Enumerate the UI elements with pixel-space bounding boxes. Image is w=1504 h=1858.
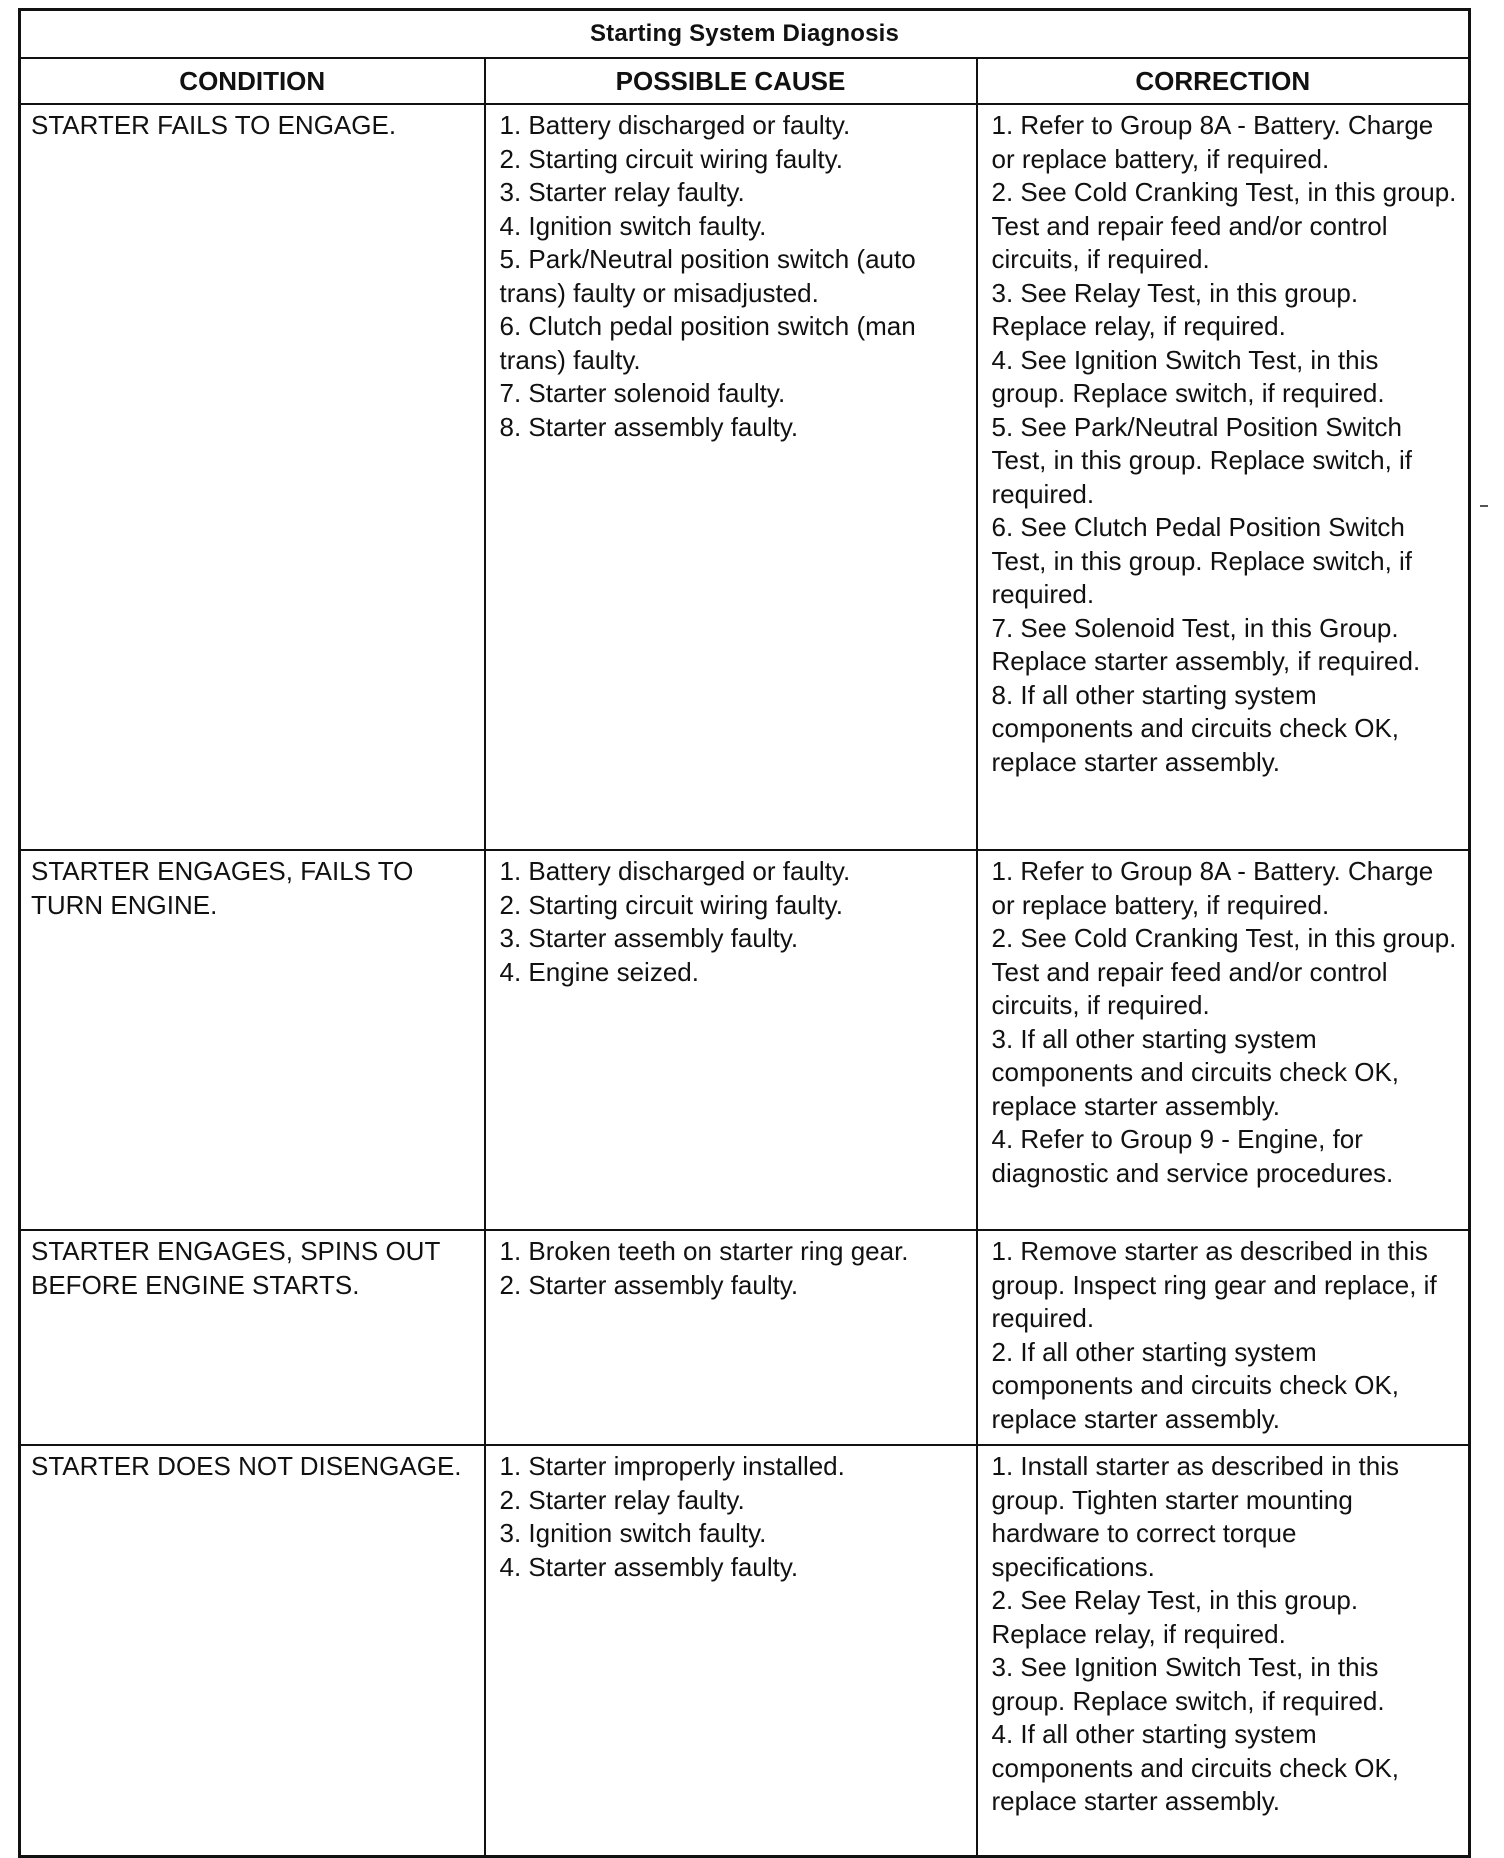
correction-item: 8. If all other starting system components and circuits check OK, replace starter assembly.: [991, 679, 1400, 777]
cause-item: 6. Clutch pedal position switch (man trans) faulty.: [499, 311, 916, 375]
correction-item: 3. See Relay Test, in this group. Replace relay, if required.: [991, 277, 1359, 341]
correction-item: 1. Remove starter as described in this group. Inspect ring gear and replace, if required.: [991, 1236, 1437, 1333]
cause-item: 4. Engine seized.: [499, 956, 699, 987]
cause-item: 2. Starter assembly faulty.: [499, 1269, 799, 1300]
header-row: [20, 58, 1470, 104]
starting-system-diagnosis-table: [18, 8, 1471, 1858]
correction-cell: [977, 1445, 1470, 1857]
document-page: [18, 8, 1468, 1846]
table-title: Starting System Diagnosis: [20, 10, 1470, 59]
table-row: [20, 850, 1470, 1230]
correction-item: 7. See Solenoid Test, in this Group. Replace starter assembly, if required.: [991, 612, 1421, 676]
cause-item: 4. Starter assembly faulty.: [499, 1551, 799, 1582]
correction-item: 2. See Cold Cranking Test, in this group. Test and repair feed and/or control circuits, if required.: [991, 177, 1457, 274]
correction-item: 3. If all other starting system components and circuits check OK, replace starter assembly.: [991, 1023, 1400, 1121]
possible-cause-cell: [485, 850, 977, 1230]
condition-cell: STARTER DOES NOT DISENGAGE.: [20, 1445, 485, 1857]
correction-item: 1. Install starter as described in this group. Tighten starter mounting hardware to correct torque specifications.: [991, 1451, 1400, 1582]
cause-item: 7. Starter solenoid faulty.: [499, 378, 786, 408]
correction-item: 6. See Clutch Pedal Position Switch Test, in this group. Replace switch, if required.: [991, 512, 1413, 609]
cause-item: 5. Park/Neutral position switch (auto trans) faulty or misadjusted.: [499, 244, 916, 308]
cause-item: 2. Starting circuit wiring faulty.: [499, 143, 843, 174]
cause-item: 8. Starter assembly faulty.: [499, 411, 799, 442]
correction-item: 4. If all other starting system components and circuits check OK, replace starter assembly.: [991, 1719, 1400, 1816]
cause-item: 2. Starter relay faulty.: [499, 1484, 745, 1515]
possible-cause-header: POSSIBLE CAUSE: [485, 58, 977, 104]
cause-item: 1. Broken teeth on starter ring gear.: [499, 1236, 909, 1266]
possible-cause-cell: [485, 1230, 977, 1445]
cause-item: 3. Ignition switch faulty.: [499, 1518, 767, 1548]
correction-item: 5. See Park/Neutral Position Switch Test, in this group. Replace switch, if required.: [991, 411, 1413, 509]
cause-item: 3. Starter relay faulty.: [499, 177, 745, 207]
correction-item: 1. Refer to Group 8A - Battery. Charge or replace battery, if required.: [991, 110, 1434, 174]
condition-cell: STARTER FAILS TO ENGAGE.: [20, 104, 485, 850]
correction-item: 4. Refer to Group 9 - Engine, for diagnostic and service procedures.: [991, 1124, 1394, 1188]
title-row: [20, 10, 1470, 59]
correction-cell: [977, 104, 1470, 850]
possible-cause-cell: [485, 1445, 977, 1857]
correction-item: 2. See Relay Test, in this group. Replace relay, if required.: [991, 1585, 1359, 1649]
condition-cell: STARTER ENGAGES, SPINS OUT BEFORE ENGINE STARTS.: [20, 1230, 485, 1445]
correction-item: 1. Refer to Group 8A - Battery. Charge or replace battery, if required.: [991, 856, 1434, 920]
possible-cause-cell: [485, 104, 977, 850]
correction-item: 4. See Ignition Switch Test, in this group. Replace switch, if required.: [991, 344, 1385, 408]
condition-header: CONDITION: [20, 58, 485, 104]
correction-item: 2. See Cold Cranking Test, in this group. Test and repair feed and/or control circuits, if required.: [991, 923, 1457, 1020]
cause-item: 4. Ignition switch faulty.: [499, 210, 767, 241]
cause-item: 1. Battery discharged or faulty.: [499, 856, 851, 886]
correction-item: 2. If all other starting system components and circuits check OK, replace starter assembly.: [991, 1336, 1400, 1434]
cause-item: 1. Starter improperly installed.: [499, 1451, 845, 1481]
scan-edge-mark: [1480, 505, 1488, 507]
correction-item: 3. See Ignition Switch Test, in this group. Replace switch, if required.: [991, 1652, 1385, 1716]
table-row: [20, 1445, 1470, 1857]
cause-item: 3. Starter assembly faulty.: [499, 923, 799, 953]
table-row: [20, 1230, 1470, 1445]
correction-header: CORRECTION: [977, 58, 1470, 104]
correction-cell: [977, 1230, 1470, 1445]
table-row: [20, 104, 1470, 850]
cause-item: 2. Starting circuit wiring faulty.: [499, 889, 843, 920]
condition-cell: STARTER ENGAGES, FAILS TO TURN ENGINE.: [20, 850, 485, 1230]
cause-item: 1. Battery discharged or faulty.: [499, 110, 851, 140]
correction-cell: [977, 850, 1470, 1230]
